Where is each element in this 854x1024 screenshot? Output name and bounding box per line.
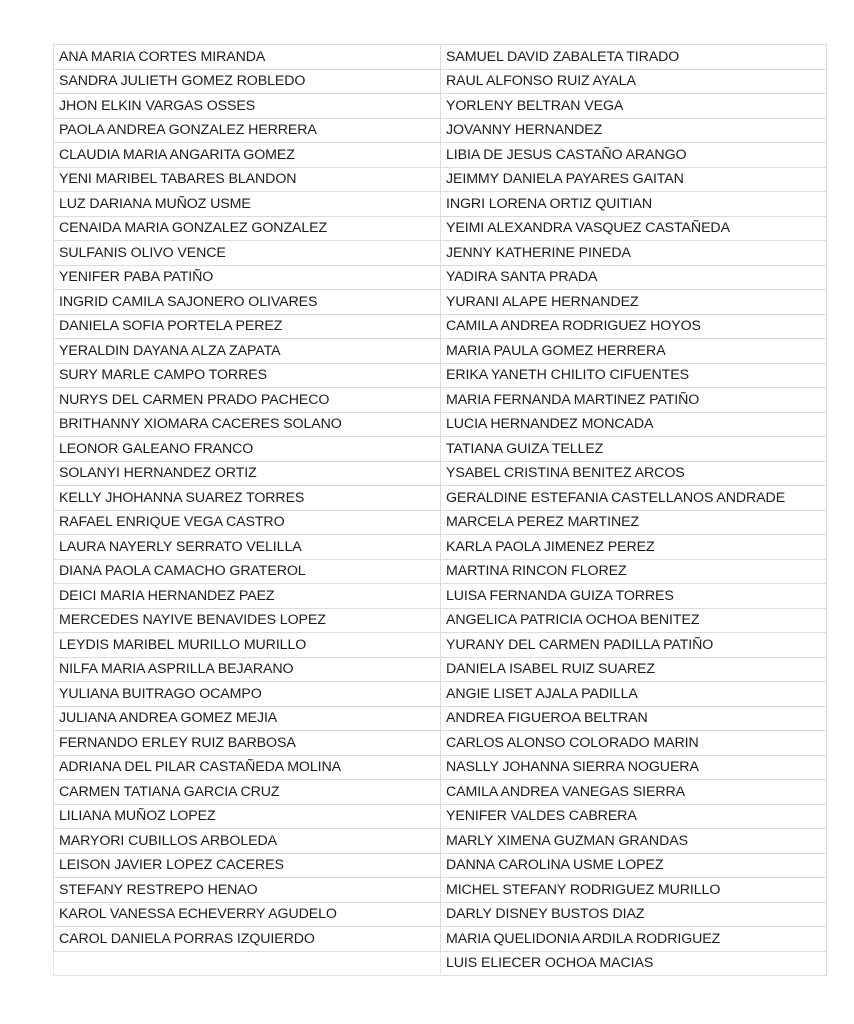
table-row	[54, 633, 827, 658]
name-cell-right: MICHEL STEFANY RODRIGUEZ MURILLO	[441, 878, 827, 903]
name-cell-left	[54, 951, 441, 976]
table-row	[54, 437, 827, 462]
name-cell-left: SULFANIS OLIVO VENCE	[54, 241, 441, 266]
name-cell-left: SANDRA JULIETH GOMEZ ROBLEDO	[54, 69, 441, 94]
name-cell-left: NILFA MARIA ASPRILLA BEJARANO	[54, 657, 441, 682]
table-row	[54, 388, 827, 413]
table-row	[54, 265, 827, 290]
name-cell-right: MARIA PAULA GOMEZ HERRERA	[441, 339, 827, 364]
name-cell-left: MARYORI CUBILLOS ARBOLEDA	[54, 829, 441, 854]
name-cell-right: KARLA PAOLA JIMENEZ PEREZ	[441, 535, 827, 560]
name-cell-right: ANGIE LISET AJALA PADILLA	[441, 682, 827, 707]
name-cell-left: CLAUDIA MARIA ANGARITA GOMEZ	[54, 143, 441, 168]
name-cell-left: MERCEDES NAYIVE BENAVIDES LOPEZ	[54, 608, 441, 633]
name-cell-right: YORLENY BELTRAN VEGA	[441, 94, 827, 119]
table-row	[54, 584, 827, 609]
name-cell-right: YSABEL CRISTINA BENITEZ ARCOS	[441, 461, 827, 486]
table-row	[54, 167, 827, 192]
names-table	[53, 44, 827, 976]
names-table-body	[54, 45, 827, 976]
table-row	[54, 45, 827, 70]
name-cell-right: MARTINA RINCON FLOREZ	[441, 559, 827, 584]
table-row	[54, 69, 827, 94]
table-row	[54, 118, 827, 143]
name-cell-right: CARLOS ALONSO COLORADO MARIN	[441, 731, 827, 756]
name-cell-right: INGRI LORENA ORTIZ QUITIAN	[441, 192, 827, 217]
names-sheet	[53, 44, 826, 976]
name-cell-left: SURY MARLE CAMPO TORRES	[54, 363, 441, 388]
name-cell-left: CARMEN TATIANA GARCIA CRUZ	[54, 780, 441, 805]
name-cell-left: ANA MARIA CORTES MIRANDA	[54, 45, 441, 70]
table-row	[54, 804, 827, 829]
name-cell-left: KAROL VANESSA ECHEVERRY AGUDELO	[54, 902, 441, 927]
table-row	[54, 143, 827, 168]
name-cell-left: SOLANYI HERNANDEZ ORTIZ	[54, 461, 441, 486]
name-cell-right: MARIA QUELIDONIA ARDILA RODRIGUEZ	[441, 927, 827, 952]
name-cell-left: LEISON JAVIER LOPEZ CACERES	[54, 853, 441, 878]
name-cell-right: MARIA FERNANDA MARTINEZ PATIÑO	[441, 388, 827, 413]
table-row	[54, 486, 827, 511]
name-cell-left: LEONOR GALEANO FRANCO	[54, 437, 441, 462]
name-cell-right: NASLLY JOHANNA SIERRA NOGUERA	[441, 755, 827, 780]
name-cell-right: JEIMMY DANIELA PAYARES GAITAN	[441, 167, 827, 192]
name-cell-left: JULIANA ANDREA GOMEZ MEJIA	[54, 706, 441, 731]
name-cell-left: CAROL DANIELA PORRAS IZQUIERDO	[54, 927, 441, 952]
name-cell-right: SAMUEL DAVID ZABALETA TIRADO	[441, 45, 827, 70]
name-cell-right: YEIMI ALEXANDRA VASQUEZ CASTAÑEDA	[441, 216, 827, 241]
name-cell-right: RAUL ALFONSO RUIZ AYALA	[441, 69, 827, 94]
table-row	[54, 853, 827, 878]
name-cell-left: RAFAEL ENRIQUE VEGA CASTRO	[54, 510, 441, 535]
name-cell-left: DANIELA SOFIA PORTELA PEREZ	[54, 314, 441, 339]
name-cell-left: YENI MARIBEL TABARES BLANDON	[54, 167, 441, 192]
table-row	[54, 780, 827, 805]
name-cell-right: JENNY KATHERINE PINEDA	[441, 241, 827, 266]
name-cell-right: LUCIA HERNANDEZ MONCADA	[441, 412, 827, 437]
name-cell-left: YENIFER PABA PATIÑO	[54, 265, 441, 290]
table-row	[54, 314, 827, 339]
name-cell-right: YADIRA SANTA PRADA	[441, 265, 827, 290]
table-row	[54, 412, 827, 437]
name-cell-right: JOVANNY HERNANDEZ	[441, 118, 827, 143]
table-row	[54, 559, 827, 584]
name-cell-left: STEFANY RESTREPO HENAO	[54, 878, 441, 903]
table-row	[54, 510, 827, 535]
table-row	[54, 706, 827, 731]
name-cell-left: INGRID CAMILA SAJONERO OLIVARES	[54, 290, 441, 315]
table-row	[54, 339, 827, 364]
name-cell-right: CAMILA ANDREA RODRIGUEZ HOYOS	[441, 314, 827, 339]
name-cell-left: JHON ELKIN VARGAS OSSES	[54, 94, 441, 119]
name-cell-right: LIBIA DE JESUS CASTAÑO ARANGO	[441, 143, 827, 168]
name-cell-left: YULIANA BUITRAGO OCAMPO	[54, 682, 441, 707]
name-cell-right: ERIKA YANETH CHILITO CIFUENTES	[441, 363, 827, 388]
name-cell-right: LUIS ELIECER OCHOA MACIAS	[441, 951, 827, 976]
name-cell-right: YURANI ALAPE HERNANDEZ	[441, 290, 827, 315]
table-row	[54, 657, 827, 682]
name-cell-left: DIANA PAOLA CAMACHO GRATEROL	[54, 559, 441, 584]
name-cell-left: PAOLA ANDREA GONZALEZ HERRERA	[54, 118, 441, 143]
name-cell-right: ANDREA FIGUEROA BELTRAN	[441, 706, 827, 731]
name-cell-right: GERALDINE ESTEFANIA CASTELLANOS ANDRADE	[441, 486, 827, 511]
name-cell-left: BRITHANNY XIOMARA CACERES SOLANO	[54, 412, 441, 437]
name-cell-left: LUZ DARIANA MUÑOZ USME	[54, 192, 441, 217]
name-cell-left: LILIANA MUÑOZ LOPEZ	[54, 804, 441, 829]
name-cell-left: CENAIDA MARIA GONZALEZ GONZALEZ	[54, 216, 441, 241]
name-cell-right: DANIELA ISABEL RUIZ SUAREZ	[441, 657, 827, 682]
table-row	[54, 829, 827, 854]
table-row	[54, 902, 827, 927]
table-row	[54, 94, 827, 119]
name-cell-right: YURANY DEL CARMEN PADILLA PATIÑO	[441, 633, 827, 658]
name-cell-left: NURYS DEL CARMEN PRADO PACHECO	[54, 388, 441, 413]
table-row	[54, 878, 827, 903]
table-row	[54, 755, 827, 780]
name-cell-left: KELLY JHOHANNA SUAREZ TORRES	[54, 486, 441, 511]
name-cell-left: LAURA NAYERLY SERRATO VELILLA	[54, 535, 441, 560]
name-cell-right: YENIFER VALDES CABRERA	[441, 804, 827, 829]
name-cell-left: YERALDIN DAYANA ALZA ZAPATA	[54, 339, 441, 364]
table-row	[54, 927, 827, 952]
table-row	[54, 461, 827, 486]
name-cell-right: LUISA FERNANDA GUIZA TORRES	[441, 584, 827, 609]
name-cell-left: FERNANDO ERLEY RUIZ BARBOSA	[54, 731, 441, 756]
name-cell-right: MARLY XIMENA GUZMAN GRANDAS	[441, 829, 827, 854]
table-row	[54, 951, 827, 976]
table-row	[54, 290, 827, 315]
table-row	[54, 682, 827, 707]
name-cell-right: TATIANA GUIZA TELLEZ	[441, 437, 827, 462]
name-cell-right: CAMILA ANDREA VANEGAS SIERRA	[441, 780, 827, 805]
table-row	[54, 535, 827, 560]
name-cell-left: LEYDIS MARIBEL MURILLO MURILLO	[54, 633, 441, 658]
table-row	[54, 192, 827, 217]
name-cell-right: DARLY DISNEY BUSTOS DIAZ	[441, 902, 827, 927]
table-row	[54, 731, 827, 756]
table-row	[54, 608, 827, 633]
name-cell-right: MARCELA PEREZ MARTINEZ	[441, 510, 827, 535]
name-cell-right: ANGELICA PATRICIA OCHOA BENITEZ	[441, 608, 827, 633]
table-row	[54, 363, 827, 388]
table-row	[54, 216, 827, 241]
table-row	[54, 241, 827, 266]
name-cell-left: DEICI MARIA HERNANDEZ PAEZ	[54, 584, 441, 609]
name-cell-left: ADRIANA DEL PILAR CASTAÑEDA MOLINA	[54, 755, 441, 780]
name-cell-right: DANNA CAROLINA USME LOPEZ	[441, 853, 827, 878]
